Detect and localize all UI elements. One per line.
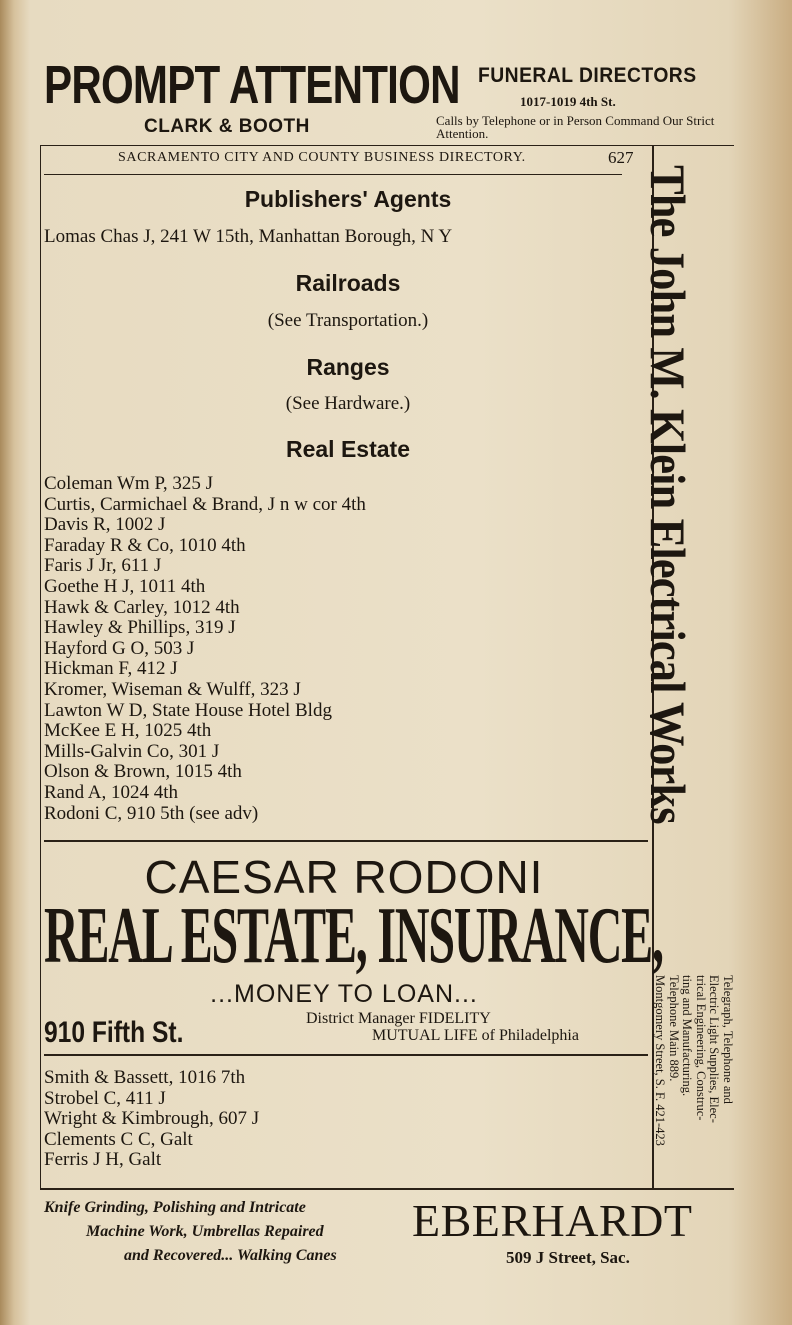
ad-rodoni-headline: REAL ESTATE, INSURANCE, <box>44 892 663 980</box>
bottom-ad-line: Knife Grinding, Polishing and Intricate <box>44 1199 306 1216</box>
side-ad-line: Electric Light Supplies, Elec- <box>707 975 722 1123</box>
prompt-attention-title: PROMPT ATTENTION <box>44 55 460 115</box>
ad-rodoni-name: CAESAR RODONI <box>144 851 544 903</box>
list-item: Hawley & Phillips, 319 J <box>44 617 236 639</box>
heading-railroads: Railroads <box>295 270 401 296</box>
side-ad-line: trical Engineering, Construc- <box>694 975 708 1121</box>
side-column-top-rule <box>652 145 734 146</box>
ad-manager-line-1: District Manager FIDELITY <box>306 1010 491 1027</box>
bottom-ad-line: and Recovered... Walking Canes <box>124 1247 337 1264</box>
side-ad-line: ting and Manufacturing. <box>680 975 695 1097</box>
list-item: Kromer, Wiseman & Wulff, 323 J <box>44 678 301 700</box>
list-item: Rand A, 1024 4th <box>44 781 179 803</box>
list-item: Coleman Wm P, 325 J <box>44 473 214 494</box>
real-estate-list <box>44 474 366 824</box>
running-head-rule <box>44 174 622 175</box>
funeral-calls-text: Calls by Telephone or in Person Command Our Strict Attention. <box>436 113 715 141</box>
list-item: Curtis, Carmichael & Brand, J n w cor 4th <box>44 493 366 515</box>
ad-manager-line-2: MUTUAL LIFE of Philadelphia <box>372 1027 579 1044</box>
ad-top-rule <box>44 840 648 842</box>
list-item: Ferris J H, Galt <box>44 1149 162 1171</box>
list-item: Hickman F, 412 J <box>44 658 178 680</box>
heading-real-estate: Real Estate <box>285 436 410 462</box>
side-ad-line: Telegraph, Telephone and <box>721 975 735 1104</box>
funeral-directors-title: FUNERAL DIRECTORS <box>478 64 697 87</box>
list-item: Faraday R & Co, 1010 4th <box>44 534 246 556</box>
side-ad-line: Montgomery Street, S. F. 421-423 <box>653 975 668 1146</box>
cross-reference: (See Hardware.) <box>285 393 411 414</box>
list-item: Mills-Galvin Co, 301 J <box>44 740 220 762</box>
side-ad-title-text: The John M. Klein Electrical Works <box>640 165 696 824</box>
heading-ranges: Ranges <box>306 354 390 380</box>
list-item: Faris J Jr, 611 J <box>44 555 162 577</box>
heading-publishers-agents: Publishers' Agents <box>244 186 452 212</box>
list-item: Davis R, 1002 J <box>44 514 166 536</box>
cross-reference: (See Transportation.) <box>267 310 429 331</box>
bottom-rule <box>40 1188 734 1190</box>
list-item: Hayford G O, 503 J <box>44 637 195 659</box>
side-ad-title <box>640 165 696 905</box>
list-item: Smith & Bassett, 1016 7th <box>44 1067 246 1088</box>
page-number: 627 <box>608 148 634 167</box>
list-item: McKee E H, 1025 4th <box>44 720 212 742</box>
side-ad-details <box>653 975 734 1146</box>
ad-bottom-rule <box>44 1054 648 1056</box>
list-item: Lomas Chas J, 241 W 15th, Manhattan Borough, N Y <box>44 226 453 247</box>
list-item: Lawton W D, State House Hotel Bldg <box>44 699 332 721</box>
real-estate-list-continued <box>44 1068 259 1171</box>
running-head <box>118 150 648 166</box>
ad-money-to-loan: ...MONEY TO LOAN... <box>210 980 478 1008</box>
list-item: Olson & Brown, 1015 4th <box>44 761 242 783</box>
running-head-title: SACRAMENTO CITY AND COUNTY BUSINESS DIRECTORY. <box>118 150 526 165</box>
bottom-ad-line: Machine Work, Umbrellas Repaired <box>86 1223 324 1240</box>
side-ad-line: Telephone Main 889. <box>667 975 681 1082</box>
list-item: Strobel C, 411 J <box>44 1087 166 1109</box>
bottom-ad-name: EBERHARDT <box>412 1195 693 1246</box>
funeral-address: 1017-1019 4th St. <box>520 94 616 109</box>
list-item: Wright & Kimbrough, 607 J <box>44 1108 260 1130</box>
list-item: Hawk & Carley, 1012 4th <box>44 596 240 618</box>
list-item: Goethe H J, 1011 4th <box>44 575 206 597</box>
bottom-ad-address: 509 J Street, Sac. <box>506 1248 630 1267</box>
clark-booth-name: CLARK & BOOTH <box>144 116 310 137</box>
list-item: Rodoni C, 910 5th (see adv) <box>44 802 259 824</box>
list-item: Clements C C, Galt <box>44 1128 193 1150</box>
ad-rodoni-address: 910 Fifth St. <box>44 1016 184 1049</box>
bottom-ad-services <box>44 1196 380 1268</box>
